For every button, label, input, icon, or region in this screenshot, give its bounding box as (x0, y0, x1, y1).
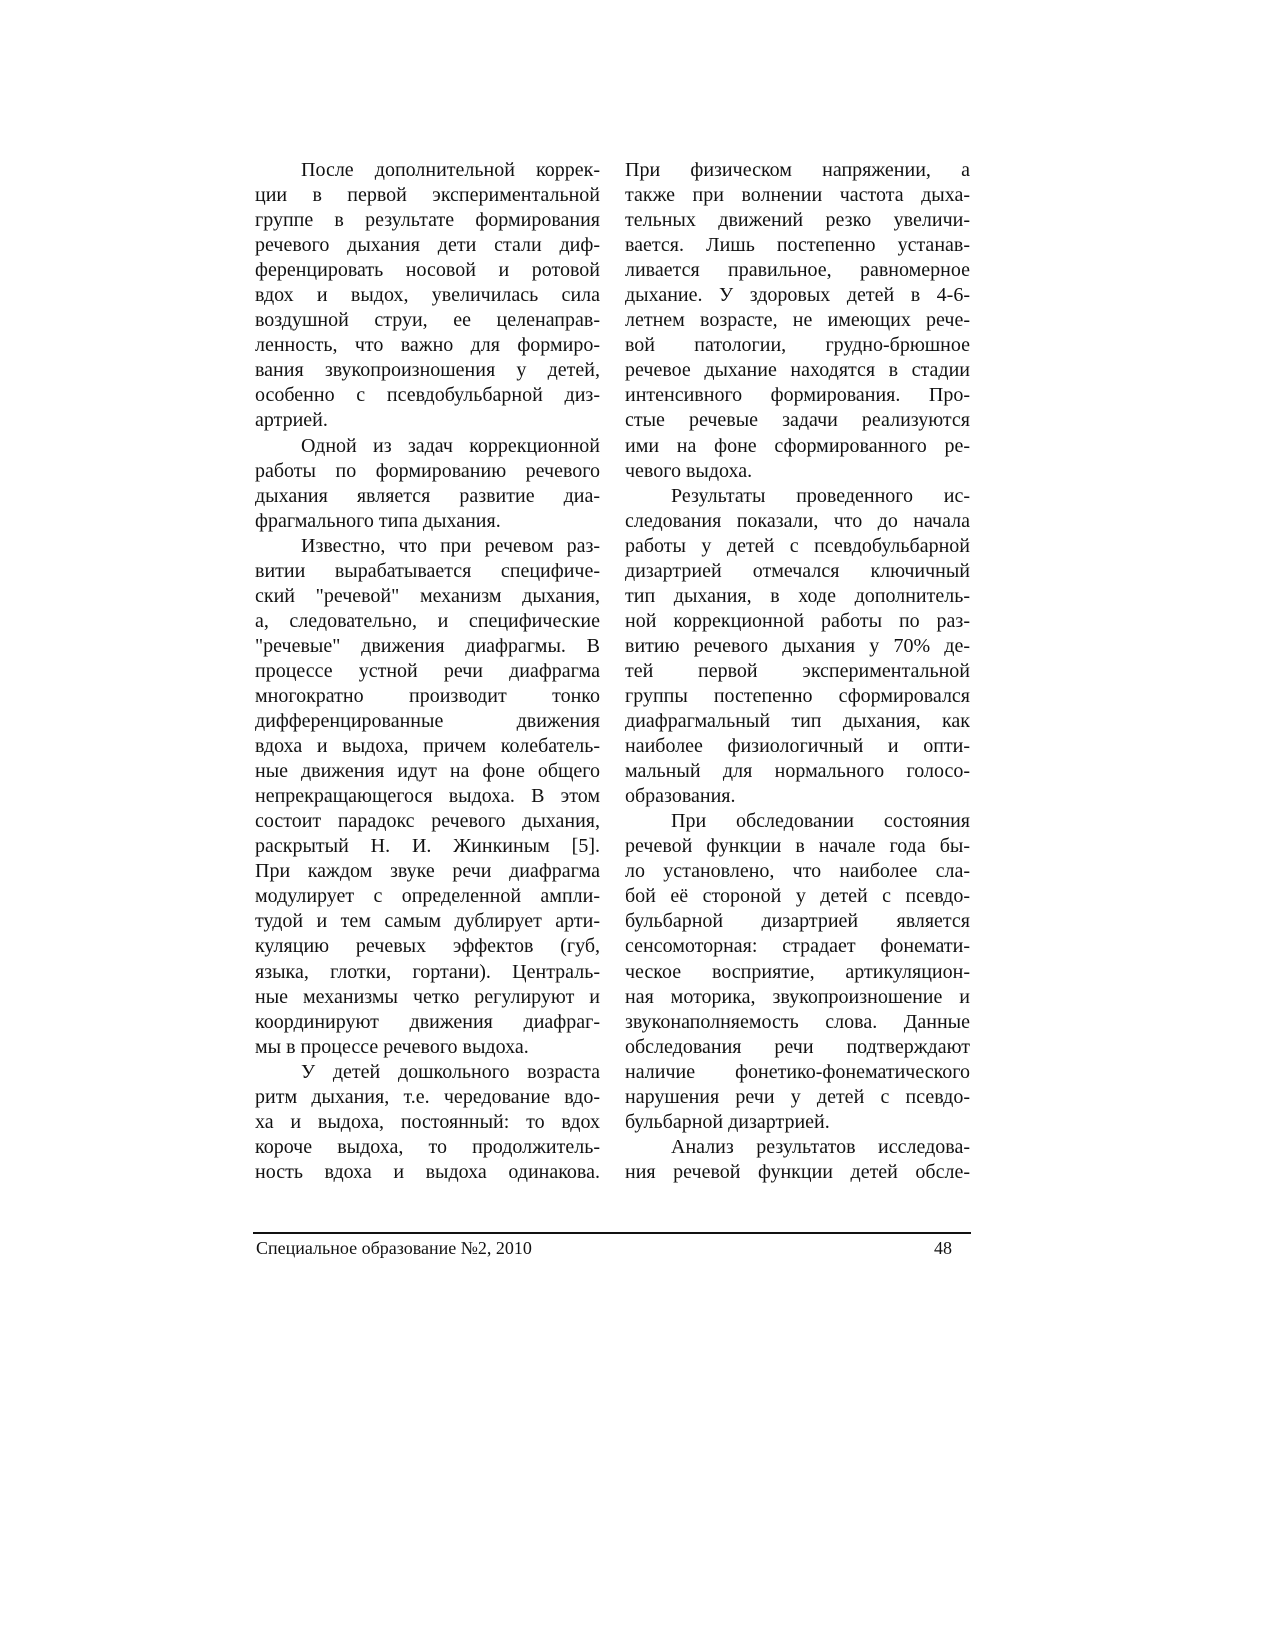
text-line: летнем возрасте, не имеющих рече- (625, 309, 970, 332)
text-line: ность вдоха и выдоха одинакова. (255, 1160, 600, 1183)
text-line: координируют движения диафраг- (255, 1010, 600, 1033)
text-line: короче выдоха, то продолжитель- (255, 1135, 600, 1158)
text-line: вой патологии, грудно-брюшное (625, 334, 970, 357)
text-line: речевое дыхание находятся в стадии (625, 359, 970, 382)
text-line: мы в процессе речевого выдоха. (255, 1035, 529, 1058)
text-line: наиболее физиологичный и опти- (625, 735, 970, 758)
text-line: ференцировать носовой и ротовой (255, 259, 600, 282)
text-line: дизартрией отмечался ключичный (625, 559, 970, 582)
text-line: следования показали, что до начала (625, 509, 970, 532)
text-line: речевой функции в начале года бы- (625, 835, 970, 858)
text-line: процессе устной речи диафрагма (255, 659, 600, 682)
text-line: Известно, что при речевом раз- (301, 534, 600, 557)
text-line: тудой и тем самым дублирует арти- (255, 910, 600, 933)
text-line: дыхания является развитие диа- (255, 484, 600, 507)
footer-divider (253, 1232, 971, 1234)
text-line: стые речевые задачи реализуются (625, 409, 970, 432)
text-line: ло установлено, что наиболее сла- (625, 860, 970, 883)
text-line: звуконаполняемость слова. Данные (625, 1010, 970, 1033)
text-line: Результаты проведенного ис- (671, 484, 970, 507)
text-line: диафрагмальный тип дыхания, как (625, 710, 970, 733)
text-line: тельных движений резко увеличи- (625, 209, 970, 232)
text-line: а, следовательно, и специфические (255, 609, 600, 632)
text-line: При физическом напряжении, а (625, 159, 970, 181)
text-line: витии вырабатывается специфиче- (255, 559, 600, 582)
text-line: При обследовании состояния (671, 810, 970, 833)
text-line: Анализ результатов исследова- (671, 1135, 970, 1158)
text-line: ими на фоне сформированного ре- (625, 434, 970, 457)
text-line: нарушения речи у детей с псевдо- (625, 1085, 970, 1108)
text-line: ные движения идут на фоне общего (255, 760, 600, 783)
text-line: вдох и выдох, увеличилась сила (255, 284, 600, 307)
text-column-right (625, 158, 970, 1185)
text-line: тип дыхания, в ходе дополнитель- (625, 584, 970, 607)
text-line: воздушной струи, ее целенаправ- (255, 309, 600, 332)
text-line: группе в результате формирования (255, 209, 600, 232)
text-line: образования. (625, 785, 736, 808)
text-line: непрекращающегося выдоха. В этом (255, 785, 600, 808)
text-line: раскрытый Н. И. Жинкиным [5]. (255, 835, 600, 858)
text-line: ные механизмы четко регулируют и (255, 985, 600, 1008)
text-line: фрагмального типа дыхания. (255, 509, 501, 532)
text-line: также при волнении частота дыха- (625, 184, 970, 207)
text-line: У детей дошкольного возраста (301, 1060, 600, 1083)
text-line: ский "речевой" механизм дыхания, (255, 584, 600, 607)
text-line: сенсомоторная: страдает фонемати- (625, 935, 970, 958)
text-line: дифференцированные движения (255, 710, 600, 733)
text-line: наличие фонетико-фонематического (625, 1060, 970, 1083)
text-line: ливается правильное, равномерное (625, 259, 970, 282)
text-line: Одной из задач коррекционной (301, 434, 600, 457)
text-line: бульбарной дизартрией. (625, 1110, 830, 1133)
text-line: состоит парадокс речевого дыхания, (255, 810, 600, 833)
text-line: языка, глотки, гортани). Централь- (255, 960, 600, 983)
text-line: чевого выдоха. (625, 459, 753, 482)
text-line: куляцию речевых эффектов (губ, (255, 935, 600, 958)
text-line: ческое восприятие, артикуляцион- (625, 960, 970, 983)
text-line: витию речевого дыхания у 70% де- (625, 634, 970, 657)
text-line: вдоха и выдоха, причем колебатель- (255, 735, 600, 758)
text-line: обследования речи подтверждают (625, 1035, 970, 1058)
text-line: тей первой экспериментальной (625, 659, 970, 682)
text-line: работы у детей с псевдобульбарной (625, 534, 970, 557)
text-line: многократно производит тонко (255, 684, 600, 707)
footer-journal-title: Специальное образование №2, 2010 (256, 1238, 532, 1258)
text-line: артрией. (255, 409, 328, 432)
text-line: После дополнительной коррек- (301, 159, 600, 181)
text-line: бой её стороной у детей с псевдо- (625, 885, 970, 908)
text-line: ритм дыхания, т.е. чередование вдо- (255, 1085, 600, 1108)
text-line: ной коррекционной работы по раз- (625, 609, 970, 632)
text-line: речевого дыхания дети стали диф- (255, 234, 600, 257)
text-line: дыхание. У здоровых детей в 4-6- (625, 284, 970, 307)
text-line: ленность, что важно для формиро- (255, 334, 600, 357)
text-line: "речевые" движения диафрагмы. В (255, 634, 600, 657)
page-number: 48 (934, 1238, 952, 1258)
text-line: группы постепенно сформировался (625, 684, 970, 707)
text-line: При каждом звуке речи диафрагма (255, 860, 600, 883)
text-line: модулирует с определенной ампли- (255, 885, 600, 908)
text-line: работы по формированию речевого (255, 459, 600, 482)
text-line: вания звукопроизношения у детей, (255, 359, 600, 382)
text-line: ная моторика, звукопроизношение и (625, 985, 970, 1008)
text-line: бульбарной дизартрией является (625, 910, 970, 933)
text-line: ции в первой экспериментальной (255, 184, 600, 207)
text-line: ния речевой функции детей обсле- (625, 1160, 970, 1183)
text-line: мальный для нормального голосо- (625, 760, 970, 783)
text-line: вается. Лишь постепенно устанав- (625, 234, 970, 257)
text-line: особенно с псевдобульбарной диз- (255, 384, 600, 407)
text-line: ха и выдоха, постоянный: то вдох (255, 1110, 600, 1133)
text-line: интенсивного формирования. Про- (625, 384, 970, 407)
text-column-left (255, 158, 600, 1185)
